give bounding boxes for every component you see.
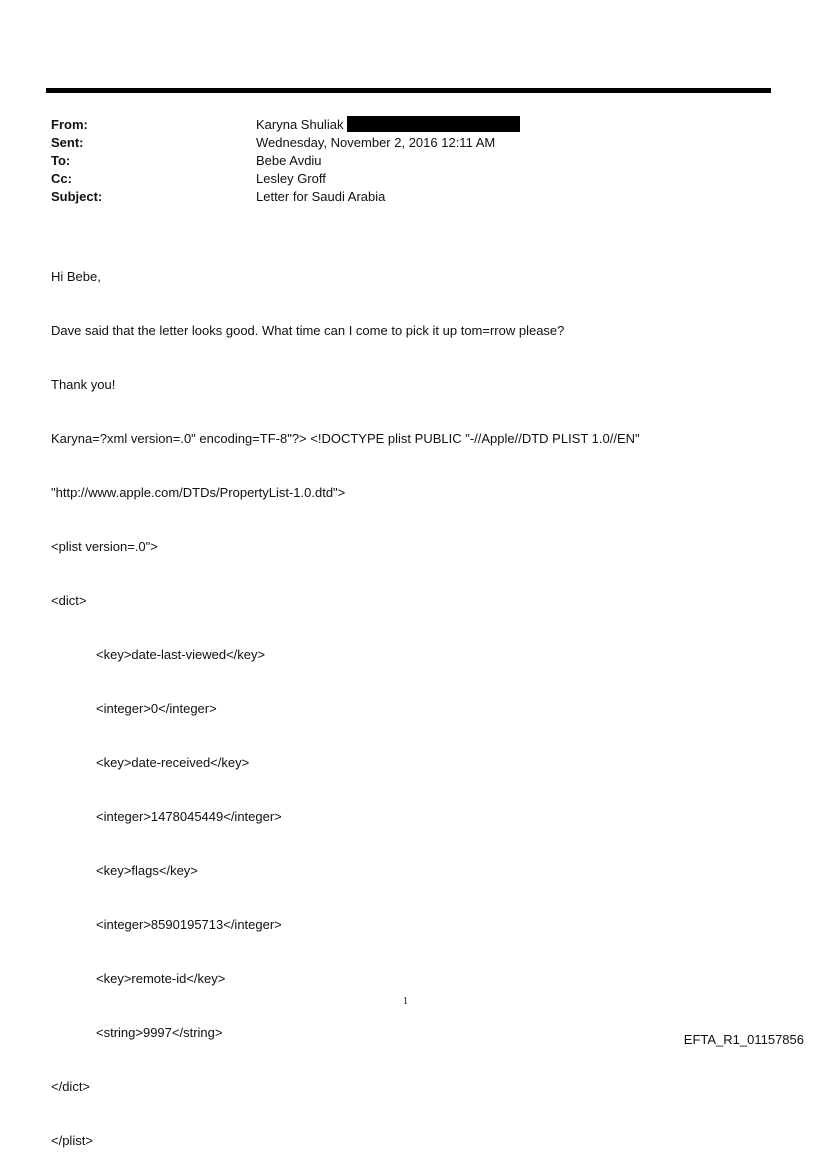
- cc-label: Cc:: [51, 171, 72, 186]
- body-line: <key>flags</key>: [96, 863, 198, 878]
- cc-value: Lesley Groff: [256, 171, 326, 186]
- sent-value: Wednesday, November 2, 2016 12:11 AM: [256, 135, 496, 150]
- to-value: Bebe Avdiu: [256, 153, 322, 168]
- subject-label: Subject:: [51, 189, 103, 204]
- to-label: To:: [51, 153, 71, 168]
- body-line: Karyna=?xml version=.0" encoding=TF-8"?> <!DOCTYPE plist PUBLIC "-//Apple//DTD PLIST 1.0//EN": [51, 431, 640, 446]
- document-id: EFTA_R1_01157856: [683, 1032, 804, 1047]
- body-line: <integer>0</integer>: [96, 701, 217, 716]
- body-line: <key>remote-id</key>: [96, 971, 226, 986]
- body-line: </dict>: [51, 1079, 91, 1094]
- body-line: "http://www.apple.com/DTDs/PropertyList-1.0.dtd">: [51, 485, 346, 500]
- body-line: <plist version=.0">: [51, 539, 158, 554]
- email-body: [51, 232, 640, 1168]
- body-line: Hi Bebe,: [51, 269, 101, 284]
- body-line: Thank you!: [51, 377, 116, 392]
- body-line: </plist>: [51, 1133, 93, 1148]
- body-line: <string>9997</string>: [96, 1025, 223, 1040]
- subject-value: Letter for Saudi Arabia: [256, 189, 386, 204]
- body-line: <integer>8590195713</integer>: [96, 917, 282, 932]
- body-line: <key>date-received</key>: [96, 755, 250, 770]
- header-divider: [46, 88, 771, 93]
- from-label: From:: [51, 117, 88, 132]
- sent-label: Sent:: [51, 135, 84, 150]
- body-line: <dict>: [51, 593, 87, 608]
- body-line: Dave said that the letter looks good. What time can I come to pick it up tom=rrow please?: [51, 323, 565, 338]
- redaction-box: [347, 116, 520, 132]
- page-number: 1: [403, 996, 408, 1007]
- from-value: Karyna Shuliak: [256, 117, 344, 132]
- body-line: <key>date-last-viewed</key>: [96, 647, 266, 662]
- body-line: <integer>1478045449</integer>: [96, 809, 282, 824]
